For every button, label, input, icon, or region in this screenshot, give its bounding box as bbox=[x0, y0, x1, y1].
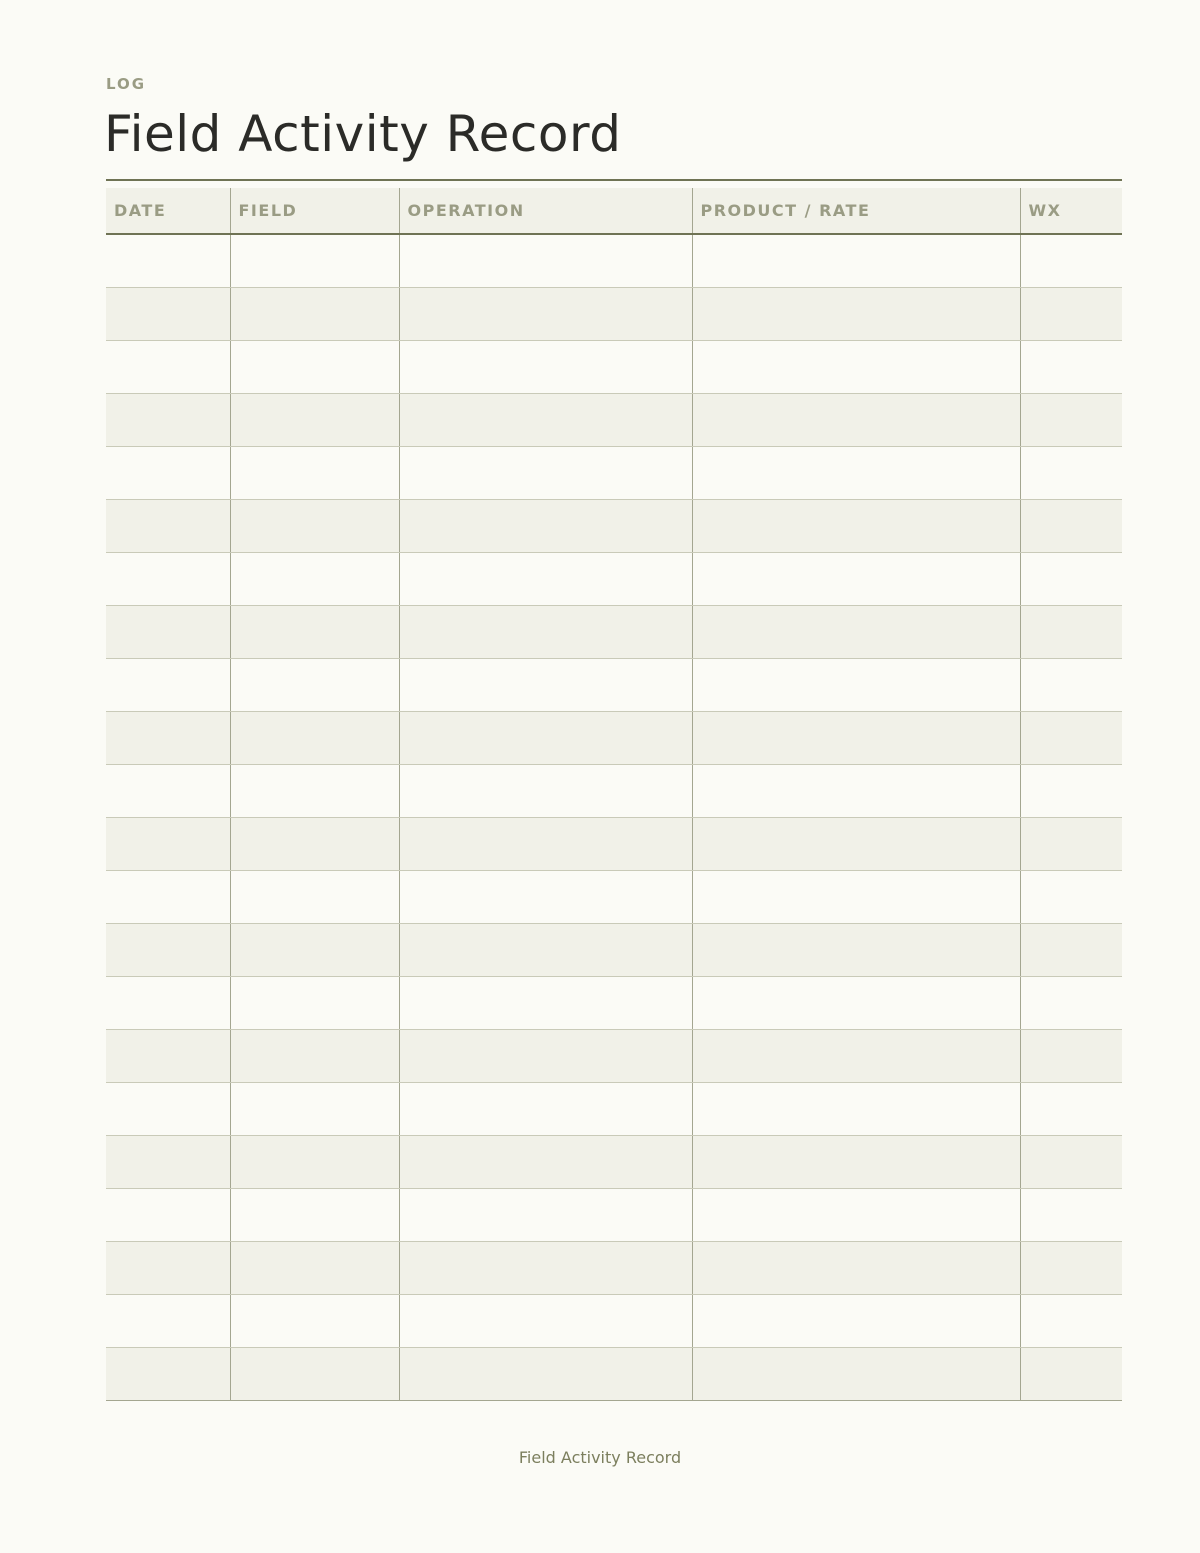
product-rate-cell[interactable] bbox=[692, 1347, 1020, 1400]
date-cell[interactable] bbox=[106, 1294, 230, 1347]
operation-cell[interactable] bbox=[399, 870, 692, 923]
page-title: Field Activity Record bbox=[104, 105, 622, 163]
column-header-date: DATE bbox=[106, 188, 230, 234]
field-cell[interactable] bbox=[230, 1188, 399, 1241]
field-cell[interactable] bbox=[230, 976, 399, 1029]
wx-cell[interactable] bbox=[1020, 1029, 1122, 1082]
date-cell[interactable] bbox=[106, 1241, 230, 1294]
date-cell[interactable] bbox=[106, 552, 230, 605]
operation-cell[interactable] bbox=[399, 1135, 692, 1188]
wx-cell[interactable] bbox=[1020, 234, 1122, 287]
product-rate-cell[interactable] bbox=[692, 552, 1020, 605]
operation-cell[interactable] bbox=[399, 1347, 692, 1400]
table-row bbox=[106, 605, 1122, 658]
product-rate-cell[interactable] bbox=[692, 711, 1020, 764]
product-rate-cell[interactable] bbox=[692, 870, 1020, 923]
field-cell[interactable] bbox=[230, 711, 399, 764]
wx-cell[interactable] bbox=[1020, 1347, 1122, 1400]
table-row bbox=[106, 552, 1122, 605]
table-row bbox=[106, 393, 1122, 446]
wx-cell[interactable] bbox=[1020, 658, 1122, 711]
table-row bbox=[106, 287, 1122, 340]
wx-cell[interactable] bbox=[1020, 1294, 1122, 1347]
table-row bbox=[106, 658, 1122, 711]
product-rate-cell[interactable] bbox=[692, 605, 1020, 658]
wx-cell[interactable] bbox=[1020, 817, 1122, 870]
operation-cell[interactable] bbox=[399, 605, 692, 658]
wx-cell[interactable] bbox=[1020, 499, 1122, 552]
date-cell[interactable] bbox=[106, 605, 230, 658]
operation-cell[interactable] bbox=[399, 1241, 692, 1294]
product-rate-cell[interactable] bbox=[692, 446, 1020, 499]
date-cell[interactable] bbox=[106, 234, 230, 287]
table-body bbox=[106, 234, 1122, 1400]
field-cell[interactable] bbox=[230, 499, 399, 552]
table-row bbox=[106, 234, 1122, 287]
table-row bbox=[106, 923, 1122, 976]
table-row bbox=[106, 1347, 1122, 1400]
wx-cell[interactable] bbox=[1020, 976, 1122, 1029]
table-row bbox=[106, 340, 1122, 393]
product-rate-cell[interactable] bbox=[692, 340, 1020, 393]
column-header-wx: WX bbox=[1020, 188, 1122, 234]
product-rate-cell[interactable] bbox=[692, 287, 1020, 340]
wx-cell[interactable] bbox=[1020, 870, 1122, 923]
page-eyebrow: LOG bbox=[106, 75, 147, 93]
operation-cell[interactable] bbox=[399, 552, 692, 605]
wx-cell[interactable] bbox=[1020, 1188, 1122, 1241]
field-cell[interactable] bbox=[230, 764, 399, 817]
field-cell[interactable] bbox=[230, 234, 399, 287]
date-cell[interactable] bbox=[106, 287, 230, 340]
activity-log-table bbox=[106, 188, 1122, 1401]
field-cell[interactable] bbox=[230, 1241, 399, 1294]
product-rate-cell[interactable] bbox=[692, 393, 1020, 446]
product-rate-cell[interactable] bbox=[692, 1188, 1020, 1241]
date-cell[interactable] bbox=[106, 870, 230, 923]
date-cell[interactable] bbox=[106, 1135, 230, 1188]
field-cell[interactable] bbox=[230, 605, 399, 658]
table-row bbox=[106, 764, 1122, 817]
operation-cell[interactable] bbox=[399, 711, 692, 764]
column-header-operation: OPERATION bbox=[399, 188, 692, 234]
product-rate-cell[interactable] bbox=[692, 976, 1020, 1029]
wx-cell[interactable] bbox=[1020, 340, 1122, 393]
wx-cell[interactable] bbox=[1020, 552, 1122, 605]
date-cell[interactable] bbox=[106, 393, 230, 446]
date-cell[interactable] bbox=[106, 446, 230, 499]
product-rate-cell[interactable] bbox=[692, 1241, 1020, 1294]
wx-cell[interactable] bbox=[1020, 1082, 1122, 1135]
table-row bbox=[106, 870, 1122, 923]
field-cell[interactable] bbox=[230, 1082, 399, 1135]
column-header-field: FIELD bbox=[230, 188, 399, 234]
field-cell[interactable] bbox=[230, 446, 399, 499]
table-row bbox=[106, 446, 1122, 499]
operation-cell[interactable] bbox=[399, 1188, 692, 1241]
date-cell[interactable] bbox=[106, 711, 230, 764]
title-divider bbox=[106, 179, 1122, 181]
product-rate-cell[interactable] bbox=[692, 234, 1020, 287]
operation-cell[interactable] bbox=[399, 234, 692, 287]
page-footer: Field Activity Record bbox=[518, 1448, 682, 1467]
field-cell[interactable] bbox=[230, 870, 399, 923]
wx-cell[interactable] bbox=[1020, 1135, 1122, 1188]
product-rate-cell[interactable] bbox=[692, 1082, 1020, 1135]
field-cell[interactable] bbox=[230, 552, 399, 605]
table-row bbox=[106, 976, 1122, 1029]
table-row bbox=[106, 1241, 1122, 1294]
date-cell[interactable] bbox=[106, 976, 230, 1029]
field-cell[interactable] bbox=[230, 1347, 399, 1400]
field-cell[interactable] bbox=[230, 817, 399, 870]
date-cell[interactable] bbox=[106, 1188, 230, 1241]
wx-cell[interactable] bbox=[1020, 287, 1122, 340]
wx-cell[interactable] bbox=[1020, 605, 1122, 658]
table-row bbox=[106, 1082, 1122, 1135]
product-rate-cell[interactable] bbox=[692, 1029, 1020, 1082]
product-rate-cell[interactable] bbox=[692, 499, 1020, 552]
table-row bbox=[106, 1188, 1122, 1241]
field-cell[interactable] bbox=[230, 923, 399, 976]
table-header-row bbox=[106, 188, 1122, 234]
date-cell[interactable] bbox=[106, 658, 230, 711]
field-cell[interactable] bbox=[230, 658, 399, 711]
date-cell[interactable] bbox=[106, 764, 230, 817]
field-cell[interactable] bbox=[230, 1029, 399, 1082]
operation-cell[interactable] bbox=[399, 287, 692, 340]
table-row bbox=[106, 1029, 1122, 1082]
operation-cell[interactable] bbox=[399, 658, 692, 711]
table-row bbox=[106, 817, 1122, 870]
date-cell[interactable] bbox=[106, 1082, 230, 1135]
table-row bbox=[106, 1135, 1122, 1188]
date-cell[interactable] bbox=[106, 1029, 230, 1082]
operation-cell[interactable] bbox=[399, 1082, 692, 1135]
wx-cell[interactable] bbox=[1020, 923, 1122, 976]
column-header-product-rate: PRODUCT / RATE bbox=[692, 188, 1020, 234]
date-cell[interactable] bbox=[106, 923, 230, 976]
operation-cell[interactable] bbox=[399, 923, 692, 976]
table-row bbox=[106, 1294, 1122, 1347]
date-cell[interactable] bbox=[106, 340, 230, 393]
operation-cell[interactable] bbox=[399, 1029, 692, 1082]
field-cell[interactable] bbox=[230, 1294, 399, 1347]
table-row bbox=[106, 711, 1122, 764]
operation-cell[interactable] bbox=[399, 393, 692, 446]
wx-cell[interactable] bbox=[1020, 1241, 1122, 1294]
wx-cell[interactable] bbox=[1020, 446, 1122, 499]
field-cell[interactable] bbox=[230, 393, 399, 446]
operation-cell[interactable] bbox=[399, 340, 692, 393]
product-rate-cell[interactable] bbox=[692, 1135, 1020, 1188]
wx-cell[interactable] bbox=[1020, 393, 1122, 446]
table-row bbox=[106, 499, 1122, 552]
operation-cell[interactable] bbox=[399, 817, 692, 870]
product-rate-cell[interactable] bbox=[692, 817, 1020, 870]
product-rate-cell[interactable] bbox=[692, 764, 1020, 817]
date-cell[interactable] bbox=[106, 1347, 230, 1400]
wx-cell[interactable] bbox=[1020, 711, 1122, 764]
date-cell[interactable] bbox=[106, 817, 230, 870]
field-cell[interactable] bbox=[230, 1135, 399, 1188]
field-cell[interactable] bbox=[230, 287, 399, 340]
operation-cell[interactable] bbox=[399, 446, 692, 499]
operation-cell[interactable] bbox=[399, 499, 692, 552]
product-rate-cell[interactable] bbox=[692, 923, 1020, 976]
product-rate-cell[interactable] bbox=[692, 658, 1020, 711]
operation-cell[interactable] bbox=[399, 1294, 692, 1347]
product-rate-cell[interactable] bbox=[692, 1294, 1020, 1347]
operation-cell[interactable] bbox=[399, 976, 692, 1029]
wx-cell[interactable] bbox=[1020, 764, 1122, 817]
field-cell[interactable] bbox=[230, 340, 399, 393]
operation-cell[interactable] bbox=[399, 764, 692, 817]
date-cell[interactable] bbox=[106, 499, 230, 552]
